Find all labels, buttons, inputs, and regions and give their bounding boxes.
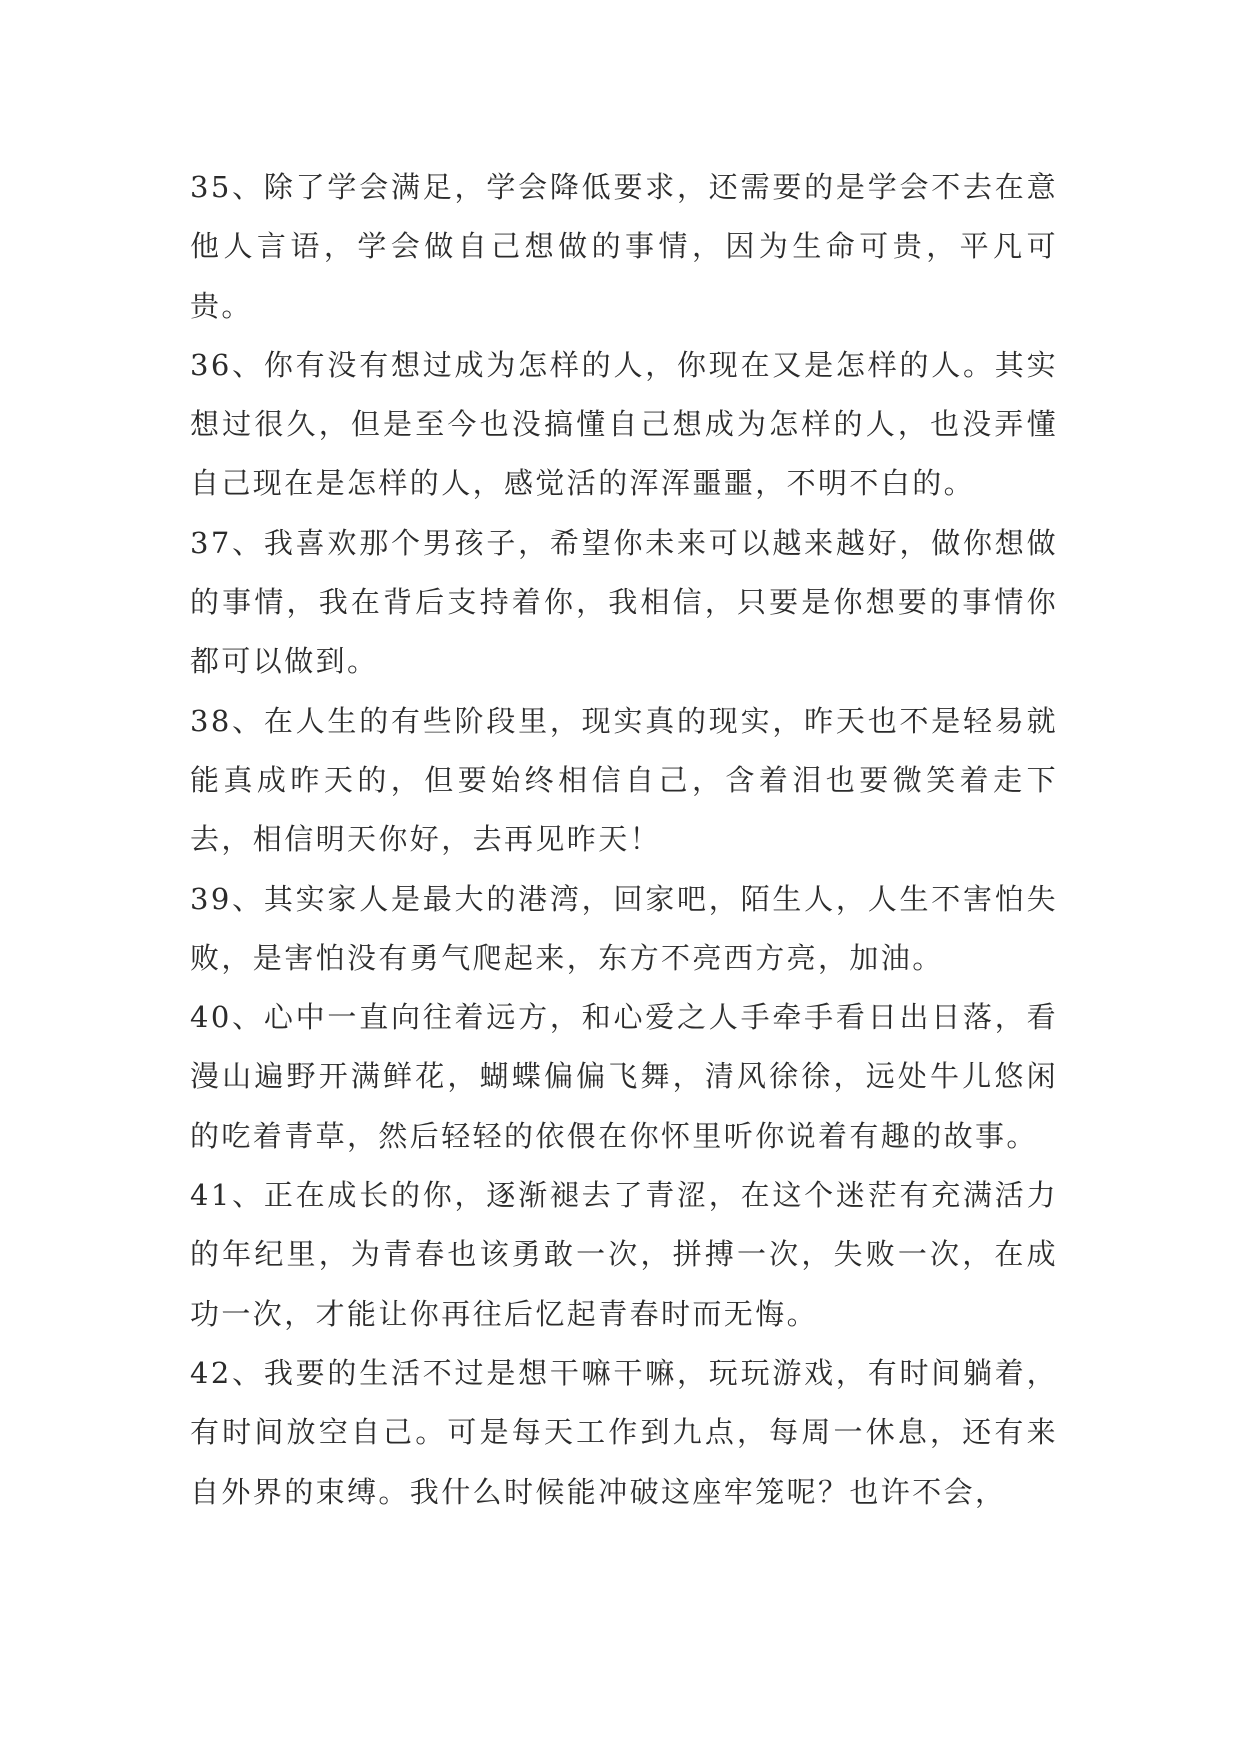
entry-39: 39、其实家人是最大的港湾，回家吧，陌生人，人生不害怕失败，是害怕没有勇气爬起来，东方不亮西方亮，加油。 [190,881,1058,975]
entry-36: 36、你有没有想过成为怎样的人，你现在又是怎样的人。其实想过很久，但是至今也没搞懂自己想成为怎样的人，也没弄懂自己现在是怎样的人，感觉活的浑浑噩噩，不明不白的。 [190,347,1058,501]
entry-35: 35、除了学会满足，学会降低要求，还需要的是学会不去在意他人言语，学会做自己想做的事情，因为生命可贵，平凡可贵。 [190,170,1058,323]
entry-41: 41、正在成长的你，逐渐褪去了青涩，在这个迷茫有充满活力的年纪里，为青春也该勇敢一次，拼搏一次，失败一次，在成功一次，才能让你再往后忆起青春时而无悔。 [190,1178,1058,1331]
entry-37: 37、我喜欢那个男孩子，希望你未来可以越来越好，做你想做的事情，我在背后支持着你，我相信，只要是你想要的事情你都可以做到。 [190,525,1058,679]
entry-38: 38、在人生的有些阶段里，现实真的现实，昨天也不是轻易就能真成昨天的，但要始终相信自己，含着泪也要微笑着走下去，相信明天你好，去再见昨天！ [190,703,1058,857]
document-body [190,158,1058,1522]
entry-40: 40、心中一直向往着远方，和心爱之人手牵手看日出日落，看漫山遍野开满鲜花，蝴蝶偏偏飞舞，清风徐徐，远处牛儿悠闲的吃着青草，然后轻轻的依偎在你怀里听你说着有趣的故事。 [190,1000,1058,1153]
entry-42: 42、我要的生活不过是想干嘛干嘛，玩玩游戏，有时间躺着，有时间放空自己。可是每天工作到九点，每周一休息，还有来自外界的束缚。我什么时候能冲破这座牢笼呢？也许不会， [190,1355,1058,1509]
